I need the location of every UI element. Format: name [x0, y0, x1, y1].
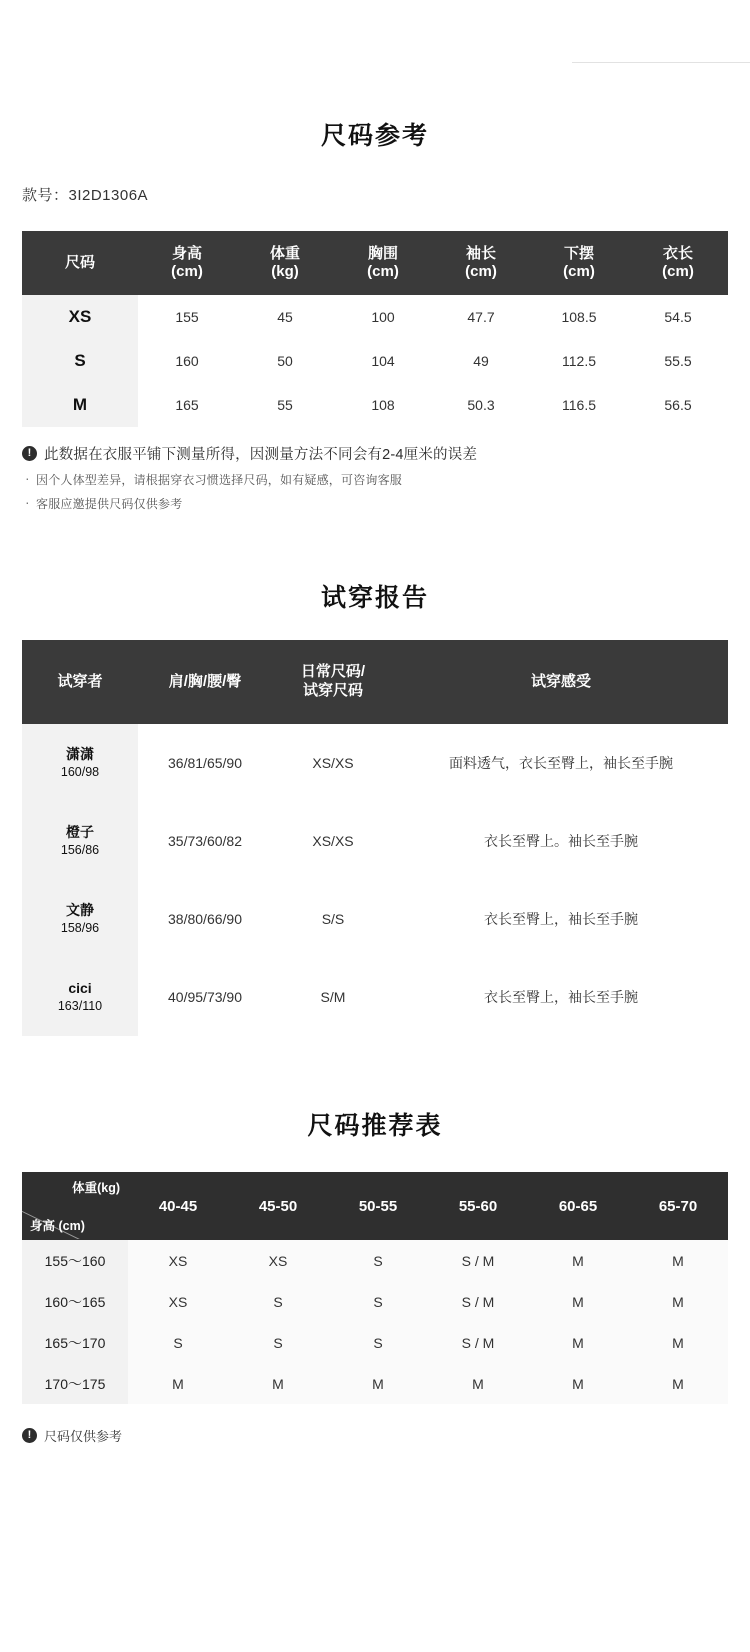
- col-header-sleeve-unit: (cm): [465, 263, 497, 280]
- note-sub-2: · 客服应邀提供尺码仅供参考: [22, 495, 728, 512]
- cell-size-rec: S / M: [428, 1281, 528, 1322]
- tester-body: 163/110: [57, 999, 103, 1013]
- col-header-measurements-line1: 肩/胸/腰/臀: [168, 672, 242, 690]
- col-header-hem-name: 下摆: [563, 244, 594, 262]
- col-header-hem-unit: (cm): [563, 263, 595, 280]
- cell-length: 55.5: [628, 339, 728, 383]
- cell-sleeve: 47.7: [432, 295, 530, 339]
- cell-tester: [22, 958, 138, 1036]
- cell-size-rec: M: [528, 1240, 628, 1281]
- height-axis-label: 身高 (cm): [30, 1219, 85, 1233]
- cell-weight: 50: [236, 339, 334, 383]
- col-header-height-name: 身高: [171, 244, 202, 262]
- cell-size-rec: M: [528, 1363, 628, 1404]
- cell-sizes: XS/XS: [272, 724, 394, 802]
- exclamation-icon: !: [22, 1428, 37, 1443]
- size-reference-notes: [22, 443, 728, 512]
- cell-size-rec: S: [228, 1281, 328, 1322]
- fit-report-table: [22, 640, 728, 1036]
- cell-hem: 116.5: [530, 383, 628, 427]
- row-header-height: 160～165: [22, 1281, 128, 1322]
- cell-hem: 112.5: [530, 339, 628, 383]
- cell-feedback: 衣长至臀上，袖长至手腕: [394, 880, 728, 958]
- table-row: [22, 802, 728, 880]
- cell-tester: [22, 880, 138, 958]
- table-row: [22, 880, 728, 958]
- cell-tester: [22, 724, 138, 802]
- col-header-weight: [236, 231, 334, 295]
- tester-name: 文静: [66, 902, 94, 919]
- cell-size: S: [22, 339, 138, 383]
- cell-size-rec: S: [328, 1281, 428, 1322]
- cell-size-rec: M: [628, 1240, 728, 1281]
- col-header-weight-name: 体重: [269, 244, 300, 262]
- cell-length: 54.5: [628, 295, 728, 339]
- weight-axis-label: 体重(kg): [72, 1181, 120, 1195]
- cell-size-rec: M: [328, 1363, 428, 1404]
- cell-height: 160: [138, 339, 236, 383]
- cell-size-rec: M: [128, 1363, 228, 1404]
- cell-size-rec: M: [628, 1322, 728, 1363]
- cell-size-rec: M: [528, 1281, 628, 1322]
- col-header-sizes: [272, 640, 394, 724]
- tester-name: cici: [68, 980, 92, 997]
- col-header-height-unit: (cm): [171, 263, 203, 280]
- style-number: 款号：3I2D1306A: [22, 187, 149, 204]
- row-header-height: 155～160: [22, 1240, 128, 1281]
- size-recommendation-footer-note: [22, 1426, 728, 1505]
- cell-bust: 104: [334, 339, 432, 383]
- col-header-length-unit: (cm): [662, 263, 694, 280]
- col-header-bust: [334, 231, 432, 295]
- cell-size: M: [22, 383, 138, 427]
- footer-note-text: 尺码仅供参考: [44, 1429, 123, 1444]
- size-recommendation-table: [22, 1172, 728, 1404]
- size-reference-table: [22, 231, 728, 427]
- cell-size-rec: S / M: [428, 1240, 528, 1281]
- tester-body: 158/96: [60, 921, 100, 935]
- col-header-measurements: [138, 640, 272, 724]
- tester-body: 160/98: [60, 765, 100, 779]
- cell-size-rec: M: [228, 1363, 328, 1404]
- cell-sleeve: 49: [432, 339, 530, 383]
- row-header-height: 170～175: [22, 1363, 128, 1404]
- cell-height: 155: [138, 295, 236, 339]
- col-header-length: [628, 231, 728, 295]
- cell-measurements: 40/95/73/90: [138, 958, 272, 1036]
- exclamation-icon: !: [22, 446, 37, 461]
- table-header-row: [22, 1172, 728, 1240]
- tester-name: 潇潇: [66, 746, 94, 763]
- table-row: [22, 383, 728, 427]
- col-header-weight-50-55: 50-55: [328, 1172, 428, 1240]
- cell-size-rec: M: [528, 1322, 628, 1363]
- col-header-weight-60-65: 60-65: [528, 1172, 628, 1240]
- col-header-hem: [530, 231, 628, 295]
- col-header-weight-unit: (kg): [271, 263, 299, 280]
- table-row: [22, 724, 728, 802]
- cell-size-rec: XS: [128, 1281, 228, 1322]
- cell-height: 165: [138, 383, 236, 427]
- col-header-weight-55-60: 55-60: [428, 1172, 528, 1240]
- table-row: [22, 958, 728, 1036]
- measurement-note-text: 此数据在衣服平铺下测量所得，因测量方法不同会有2-4厘米的误差: [44, 447, 478, 463]
- cell-size-rec: S: [128, 1322, 228, 1363]
- top-divider: [572, 62, 750, 63]
- col-header-weight-65-70: 65-70: [628, 1172, 728, 1240]
- col-header-size-name: 尺码: [64, 253, 95, 271]
- axis-corner-cell: [22, 1172, 128, 1240]
- size-reference-title: 尺码参考: [320, 122, 429, 150]
- col-header-sizes-line2: 试穿尺码: [302, 682, 363, 699]
- cell-size-rec: S: [328, 1322, 428, 1363]
- cell-feedback: 面料透气，衣长至臀上，袖长至手腕: [394, 724, 728, 802]
- size-recommendation-title: 尺码推荐表: [307, 1112, 443, 1140]
- table-row: [22, 1322, 728, 1363]
- cell-feedback: 衣长至臀上，袖长至手腕: [394, 958, 728, 1036]
- col-header-sleeve-name: 袖长: [465, 244, 496, 262]
- cell-weight: 55: [236, 383, 334, 427]
- measurement-note: [22, 443, 728, 464]
- col-header-sleeve: [432, 231, 530, 295]
- table-row: [22, 295, 728, 339]
- table-header-row: [22, 640, 728, 724]
- cell-size-rec: S: [328, 1240, 428, 1281]
- cell-sleeve: 50.3: [432, 383, 530, 427]
- table-row: [22, 1363, 728, 1404]
- table-row: [22, 339, 728, 383]
- cell-hem: 108.5: [530, 295, 628, 339]
- cell-bust: 108: [334, 383, 432, 427]
- cell-weight: 45: [236, 295, 334, 339]
- col-header-size: [22, 231, 138, 295]
- col-header-bust-name: 胸围: [367, 244, 398, 262]
- cell-size-rec: S: [228, 1322, 328, 1363]
- row-header-height: 165～170: [22, 1322, 128, 1363]
- cell-length: 56.5: [628, 383, 728, 427]
- cell-feedback: 衣长至臀上。袖长至手腕: [394, 802, 728, 880]
- col-header-tester: [22, 640, 138, 724]
- tester-body: 156/86: [60, 843, 100, 857]
- cell-size-rec: M: [428, 1363, 528, 1404]
- table-row: [22, 1240, 728, 1281]
- col-header-feedback-line1: 试穿感受: [530, 672, 591, 690]
- col-header-length-name: 衣长: [662, 244, 693, 262]
- table-header-row: [22, 231, 728, 295]
- cell-tester: [22, 802, 138, 880]
- cell-size-rec: XS: [228, 1240, 328, 1281]
- cell-size-rec: M: [628, 1363, 728, 1404]
- table-row: [22, 1281, 728, 1322]
- cell-sizes: S/S: [272, 880, 394, 958]
- cell-size-rec: XS: [128, 1240, 228, 1281]
- cell-sizes: XS/XS: [272, 802, 394, 880]
- col-header-weight-40-45: 40-45: [128, 1172, 228, 1240]
- cell-measurements: 35/73/60/82: [138, 802, 272, 880]
- cell-size-rec: S / M: [428, 1322, 528, 1363]
- fit-report-title: 试穿报告: [320, 584, 429, 612]
- cell-measurements: 36/81/65/90: [138, 724, 272, 802]
- cell-size: XS: [22, 295, 138, 339]
- col-header-tester-line1: 试穿者: [57, 672, 103, 690]
- col-header-sizes-line1: 日常尺码/: [300, 663, 366, 681]
- cell-bust: 100: [334, 295, 432, 339]
- col-header-bust-unit: (cm): [367, 263, 399, 280]
- cell-size-rec: M: [628, 1281, 728, 1322]
- col-header-weight-45-50: 45-50: [228, 1172, 328, 1240]
- col-header-height: [138, 231, 236, 295]
- cell-measurements: 38/80/66/90: [138, 880, 272, 958]
- tester-name: 橙子: [66, 824, 94, 841]
- col-header-feedback: [394, 640, 728, 724]
- note-sub-1: · 因个人体型差异，请根据穿衣习惯选择尺码，如有疑感，可咨询客服: [22, 471, 728, 488]
- cell-sizes: S/M: [272, 958, 394, 1036]
